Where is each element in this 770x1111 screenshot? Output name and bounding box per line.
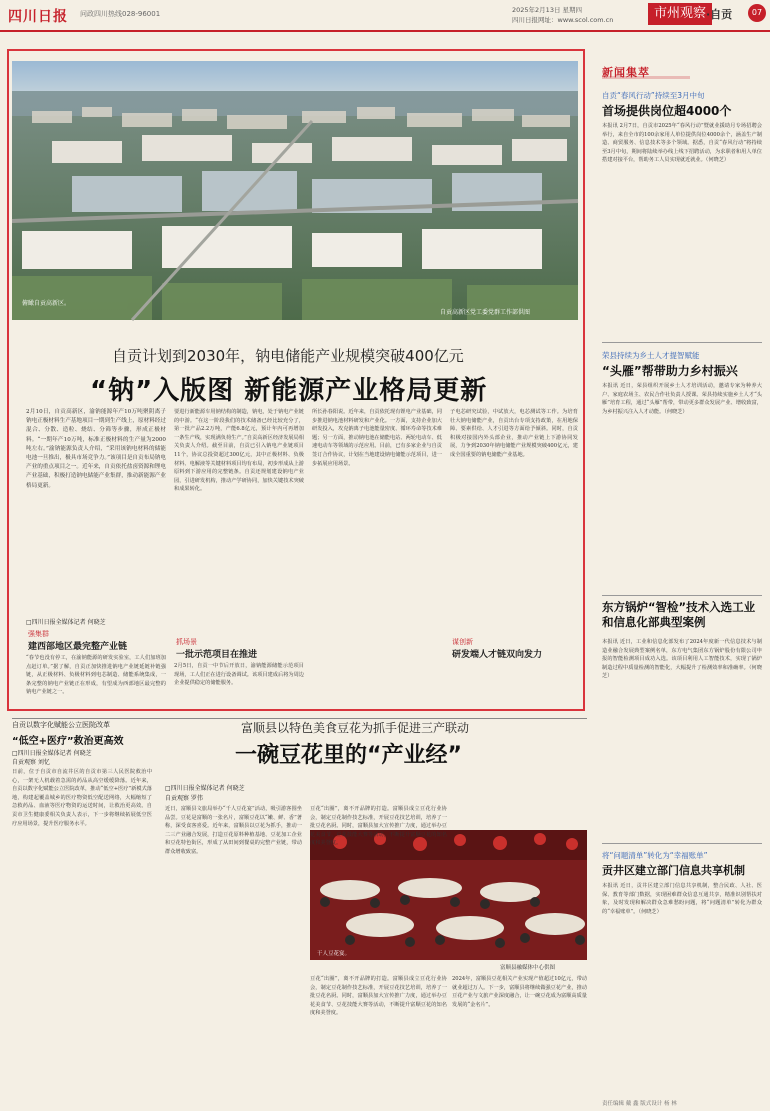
left-story-headline: “低空+医疗”救治更高效 [12, 736, 124, 747]
website[interactable]: 四川日报网址：www.scol.com.cn [512, 16, 614, 24]
left-story-body: 日前，位于自贡市自流井区的自贡市第三人民医院救治中心，一架无人机载着急需的药品从高空缓缓降落。近年来，自贡以数字化赋能公立医院改革，推动“低空+医疗”新模式落地，构建起覆盖城乡的医疗物资低空配送网络，大幅缩短了急救药品、血液等医疗物资的运送时间，让救治更高效。自贡市卫生健康委相关负责人表示，下一步将继续拓展低空医疗应用场景，提升医疗服务水平。 [12, 769, 152, 827]
lead-col-4: 子电芯研究试验，中试放大，电芯测试等工作。为培育壮大钠电储能产业，自贡出台专项支持政策，在用地保障、要素供给、人才引进等方面给予倾斜。同时，自贡积极对接国内外头部企业，推动产业链上下游协同发展，力争到2030年钠电储能产业规模突破400亿元，建成全国重要的钠电储能产业基地。 [450, 409, 578, 458]
left-story-kicker: 自贡以数字化赋能公立医院改革 [12, 721, 110, 729]
news4-body: 本报讯 近日，贡井区建立部门信息共享机制，整合民政、人社、医保、教育等部门数据，实现困难群众信息互通共享，精准识别帮扶对象，及时发现和解决群众急难愁盼问题，将“问题清单”转化为群众的“幸福账单”。（何晓芝） [602, 883, 762, 915]
lead-photo-caption: 俯瞰自贡高新区。 [22, 300, 71, 307]
banquet-image [310, 830, 587, 960]
story2-col-1: 近日，富顺县文旅局举办“千人豆花宴”活动，吸引游客围坐品尝。豆花是富顺的一张名片，富顺豆花以“嫩、鲜、香”著称，深受食客喜爱。近年来，富顺县以豆花为抓手，推动一二三产业融合发展，打造豆花原料种植基地、豆花加工企业和豆花特色街区，形成了从田间到餐桌的完整产业链，带动群众增收致富。 [165, 806, 302, 855]
news2-body: 本报讯 近日，荣县组织开展乡土人才培训活动，邀请专家为种养大户、家庭农场主、农民合作社负责人授课。荣县持续实施乡土人才“头雁”培育工程，通过“头雁”帮带，带动更多群众发展产业、增收致富，为乡村振兴注入人才动能。（何晓芝） [602, 383, 762, 415]
subhead-2-tag: 抓场景 [176, 638, 197, 646]
lead-col-2: 要进行新能源车用钠结构的制造，钠电，处于钠电产业链的中游。“在这一阶段我们的技术储备已经比较充分了，第一批产品2.2万吨，产能6.8亿元，预计年内可再增加一条生产线，实现满负荷生产。”自贡高新区经济发展局相关负责人介绍。截至目前，自贡已引入钠电产业链项目11个，协议总投资超过300亿元，其中正极材料、负极材料、电解液等关键材料项目均有布局，初步形成从上游原料到下游应用的完整链条。自贡还规划建设钠电产业园，引进研发机构，推动产学研协同，加快关键技术突破和成果转化。 [174, 409, 304, 493]
hotline: 问政四川热线028-96001 [80, 10, 161, 18]
news4-kicker: 将“问题清单”转化为“幸福账单” [602, 851, 708, 860]
story2-photo [310, 830, 587, 960]
right-divider-3 [602, 843, 762, 844]
subhead-3 [452, 637, 542, 660]
lead-subtitle: 自贡计划到2030年，钠电储能产业规模突破400亿元 [112, 347, 464, 365]
page-footer: 责任编辑 戴 鑫 版式设计 杨 林 [602, 1101, 677, 1107]
subhead-1-title: 建西部地区最完整产业链 [28, 642, 128, 652]
masthead [0, 0, 770, 30]
left-story-byline: □四川日报全媒体记者 何晓芝 [12, 750, 92, 757]
section-label: 市州观察 [648, 3, 712, 25]
news1-kicker: 自贡“春风行动”持续至3月中旬 [602, 91, 705, 100]
city-label: ·自贡 [706, 8, 733, 21]
story2-col-2: 豆花“出圈”，离不开品牌的打造。富顺县成立豆花行业协会，制定豆花制作技艺标准，开展豆花技艺培训，培养了一批豆花名厨。同时，富顺县加大宣传推广力度，通过举办豆花美食节、豆花技能大赛等活动，不断提升富顺豆花的知名度和美誉度。 [310, 976, 447, 1017]
lead-photo [12, 61, 578, 320]
lead-headline: “钠”入版图 新能源产业格局更新 [90, 376, 488, 406]
newspaper-logo: 四川日报 [8, 9, 68, 25]
news-digest-banner: 新闻集萃 [602, 64, 762, 82]
story2-byline: □四川日报全媒体记者 何晓芝 [165, 785, 245, 792]
left-story-byline-2: 自贡观察 刘忆 [12, 759, 50, 766]
right-divider-2 [602, 595, 762, 596]
story2-photo-credit: 富顺县融媒体中心供图 [500, 965, 556, 971]
story2-byline-2: 自贡观察 罗伟 [165, 795, 203, 802]
news2-headline: “头雁”帮带助力乡村振兴 [602, 364, 738, 378]
subhead-3-tag: 谋创新 [452, 638, 473, 646]
subhead-2-title: 一批示范项目在推进 [176, 650, 258, 660]
story2-col-2a: 豆花“出圈”，离不开品牌的打造。富顺县成立豆花行业协会，制定豆花制作技艺标准，开展豆花技艺培训，培养了一批豆花名厨。同时，富顺县加大宣传推广力度，通过举办豆花美食节、豆花技能大赛等活动，不断提升富顺豆花的知名度和美誉度。 [310, 806, 447, 847]
news3-body: 本报讯 近日，工业和信息化部发布了2024年度新一代信息技术与制造业融合发展典型案例名单，东方电气集团东方锅炉股份有限公司申报的智能检测项目成功入选。该项目利用人工智能技术，实现了锅炉制造过程中质量检测的智能化，大幅提升了检测效率和准确率。（何晓芝） [602, 639, 762, 680]
issue-date: 2025年2月13日 星期四 [512, 6, 583, 14]
subhead-1-body: “春节也没有停工，在渝钠能源的研发实验室，工人们加班加点赶订单。”据了解，自贡正加快推进钠电产业链延链补链强链，从正极材料、负极材料到电芯制造、储能系统集成，一条完整的钠电产业链正在形成，有望成为西部地区最完整的钠电产业链之一。 [26, 655, 166, 696]
subhead-1 [28, 629, 127, 652]
news2-kicker: 荣县持续为乡土人才提智赋能 [602, 351, 700, 360]
lead-byline: □四川日报全媒体记者 何晓芝 [26, 619, 106, 626]
aerial-city-image [12, 61, 578, 320]
news1-headline: 首场提供岗位超4000个 [602, 104, 732, 118]
subhead-2-body: 2月5日，自贡一中节后开放日，渝钠能源储能示范项目现场，工人们正在进行设备调试。该项目建成后将为周边企业提供稳定的储能服务。 [174, 663, 304, 687]
news4-headline: 贡井区建立部门信息共享机制 [602, 864, 745, 877]
subhead-3-title: 研发端人才链双向发力 [452, 650, 543, 660]
story2-headline: 一碗豆花里的“产业经” [235, 743, 462, 768]
story2-photo-caption: 干人豆花宴。 [317, 951, 351, 957]
lead-intro: 2月10日，自贡高新区，渝钠能源年产10万吨聚阴离子钠电正极材料生产基地项目一期到生产线上，原材料经过混合、分散、造粒、烧结、分筛等步骤，形成正极材料。“一期年产10万吨，标准正极材料的生产量为2000吨左右。”渝钠能源负责人介绍，“采用该钠电材料的储能电池一旦推出，极具市场竞争力。”该项目是自贡布局钠电产业的重点项目之一。近年来，自贡依托盐卤资源和锂电产业基础，积极打造钠电储能产业集群，推动新能源产业格局更新。 [26, 409, 166, 489]
subhead-2 [176, 637, 257, 660]
subhead-1-tag: 强集群 [28, 630, 49, 638]
story2-subtitle: 富顺县以特色美食豆花为抓手促进三产联动 [241, 721, 470, 735]
page-number: 07 [748, 4, 766, 22]
news3-headline: 东方锅炉“智检”技术入选工业和信息化部典型案例 [602, 600, 756, 629]
lead-photo-credit: 自贡高新区党工委党群工作部供图 [440, 309, 531, 316]
news1-body: 本报讯 2月7日，自贡市2025年“春风行动”暨就业援助月专场招聘会举行，来自全市的100余家用人单位提供岗位4000余个，涵盖生产制造、商贸服务、信息技术等多个领域。据悉，自贡“春风行动”将持续至3月中旬，期间将陆续举办线上线下招聘活动，为求职者和用人单位搭建对接平台，帮助务工人员实现就近就业。（何晓芝） [602, 123, 762, 164]
lead-col-3: 所长孙春阳说。近年来，自贡依托现有锂电产业基础，同步推进钠电池材料研发和产业化。一方面，支持企业加大研发投入，攻克钠离子电池能量密度、循环寿命等技术难题；另一方面，推动钠电池在储能电站、两轮电动车、低速电动车等领域的示范应用。目前，已有多家企业与自贡签订合作协议，计划在当地建设钠电储能示范项目，进一步拓展应用场景。 [312, 409, 442, 467]
right-divider-1 [602, 342, 762, 343]
story2-col-3: 2024年，富顺县豆花相关产业实现产值超过10亿元，带动就业超过万人。下一步，富顺县将继续做强豆花产业，推动豆花产业与文旅产业深度融合，让一碗豆花成为富顺高质量发展的“金名片”。 [452, 976, 587, 1008]
masthead-rule [0, 30, 770, 32]
